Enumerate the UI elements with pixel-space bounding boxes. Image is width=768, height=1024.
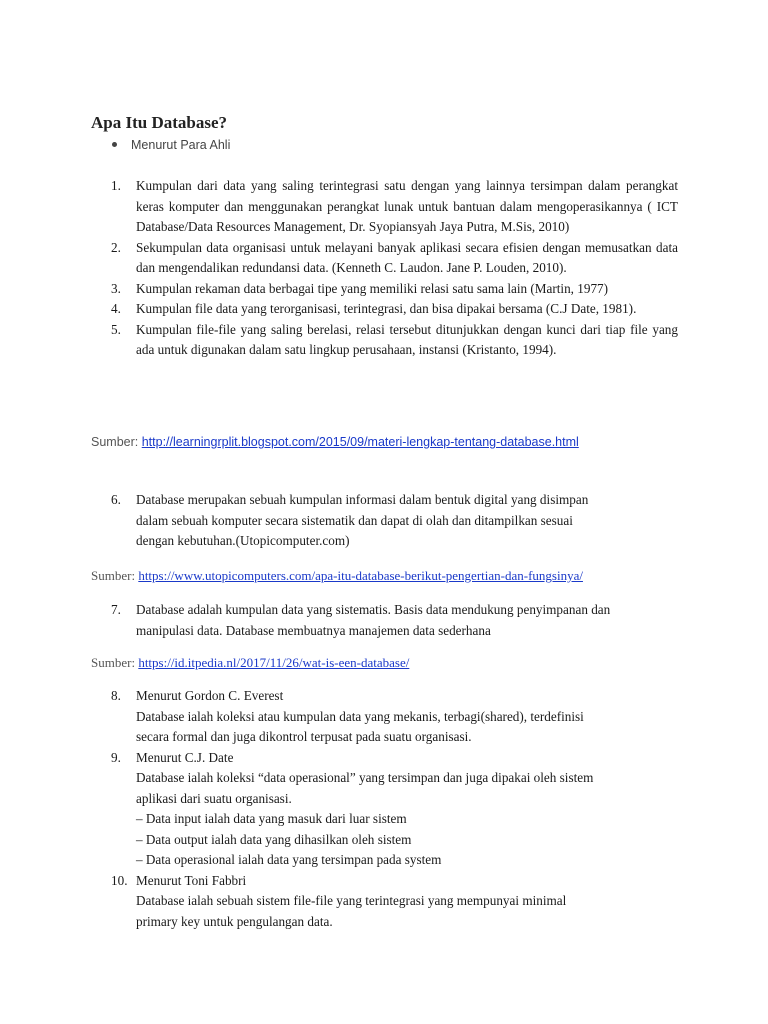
list-item: 9. Menurut C.J. Date Database ialah koleksi “data operasional” yang tersimpan dan juga dipakai oleh sistem aplikasi dari suatu organisasi. – Data input ialah data yang masuk dari luar sistem – Data output ialah data yang dihasilkan oleh sistem – Data operasional ialah data yang tersimpan pada system <box>111 749 594 867</box>
source-link-2[interactable]: https://www.utopicomputers.com/apa-itu-database-berikut-pengertian-dan-fungsinya/ <box>138 568 583 583</box>
bullet-item: Menurut Para Ahli <box>112 138 230 152</box>
list-item: 6. Database merupakan sebuah kumpulan informasi dalam bentuk digital yang disimpan dalam sebuah komputer secara sistematik dan dapat di olah dan ditampilkan sesuai dengan kebutuhan.(Utopicomputer.com) <box>111 492 589 548</box>
list-item: 7. Database adalah kumpulan data yang sistematis. Basis data mendukung penyimpanan dan manipulasi data. Database membuatnya manajemen data sederhana <box>111 602 611 638</box>
source-line-3: Sumber: https://id.itpedia.nl/2017/11/26/wat-is-een-database/ <box>91 655 410 670</box>
page-title: Apa Itu Database? <box>91 113 228 132</box>
source-link-3[interactable]: https://id.itpedia.nl/2017/11/26/wat-is-een-database/ <box>138 655 410 670</box>
definition-item-6 <box>111 490 678 552</box>
definition-list-3 <box>111 686 678 932</box>
list-item: 10. Menurut Toni Fabbri Database ialah sebuah sistem file-file yang terintegrasi yang mempunyai minimal primary key untuk pengulangan data. <box>111 872 567 929</box>
list-item: 5. Kumpulan file-file yang saling berelasi, relasi tersebut ditunjukkan dengan kunci dari tiap file yang ada untuk digunakan dalam satu lingkup perusahaan, instansi (Kristanto, 1994). <box>111 321 678 357</box>
source-line-1: Sumber: http://learningrplit.blogspot.com/2015/09/materi-lengkap-tentang-database.html <box>91 435 579 449</box>
list-item: 4. Kumpulan file data yang terorganisasi, terintegrasi, dan bisa dipakai bersama (C.J Date, 1981). <box>111 301 637 316</box>
source-line-2: Sumber: https://www.utopicomputers.com/apa-itu-database-berikut-pengertian-dan-fungsinya/ <box>91 568 583 583</box>
list-item: 3. Kumpulan rekaman data berbagai tipe yang memiliki relasi satu sama lain (Martin, 1977) <box>111 280 609 296</box>
definition-list-1 <box>111 176 678 361</box>
source-link-1[interactable]: http://learningrplit.blogspot.com/2015/09/materi-lengkap-tentang-database.html <box>141 435 579 449</box>
list-item: 8. Menurut Gordon C. Everest Database ialah koleksi atau kumpulan data yang mekanis, terbagi(shared), terdefinisi secara formal dan juga dikontrol terpusat pada suatu organisasi. <box>111 688 584 744</box>
definition-item-7 <box>111 600 678 641</box>
list-item: 1. Kumpulan dari data yang saling terintegrasi satu dengan yang lainnya tersimpan dalam perangkat keras komputer dan menggunakan perangkat lunak untuk bantuan dalam mengoperasikannya ( ICT Database/Data Resources Management, Dr. Syopiansyah Jaya Putra, M.Sis, 2010) <box>111 178 678 234</box>
list-item: 2. Sekumpulan data organisasi untuk melayani banyak aplikasi secara efisien dengan memusatkan data dan mengendalikan redundansi data. (Kenneth C. Laudon. Jane P. Louden, 2010). <box>111 239 678 275</box>
bullet-dot-icon <box>112 142 117 147</box>
